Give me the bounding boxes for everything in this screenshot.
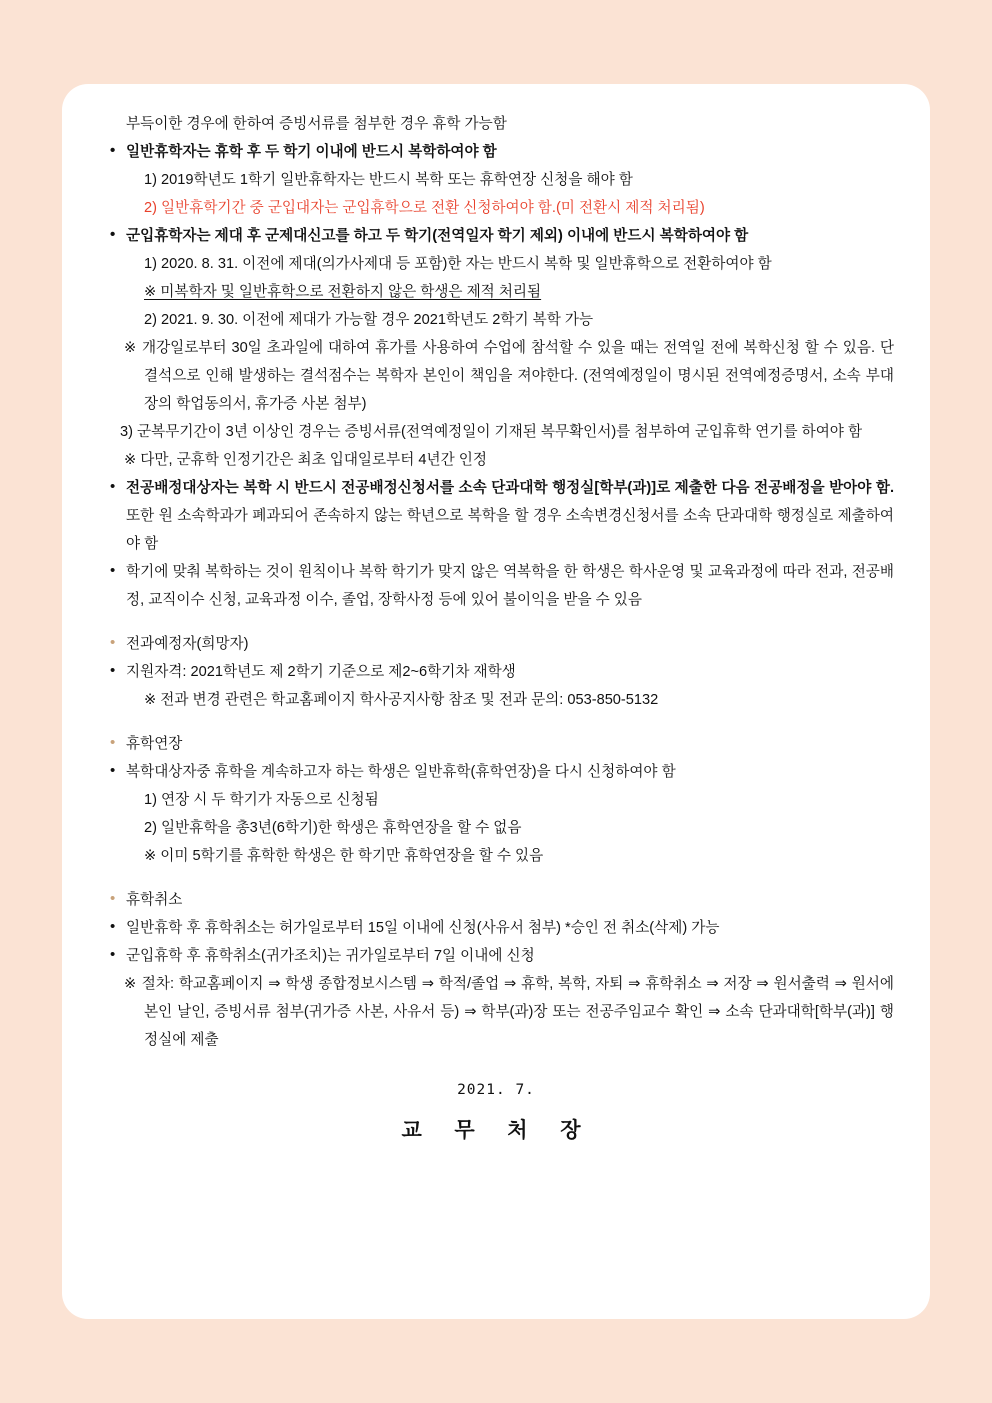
- section-heading-major-change: • 전과예정자(희망자): [98, 630, 894, 658]
- rule-general-leave-return-sub1: 1) 2019학년도 1학기 일반휴학자는 반드시 복학 또는 휴학연장 신청을 해야 함: [144, 172, 633, 189]
- rule-major-assignment-bold: 전공배정대상자는 복학 시 반드시 전공배정신청서를 소속 단과대학 행정실[학부(과)]로 제출한 다음 전공배정을 받아야 함.: [126, 480, 894, 497]
- rule-military-note1-text: ※ 미복학자 및 일반휴학으로 전환하지 않은 학생은 제적 처리됨: [144, 284, 542, 301]
- rule-military-leave-return: • 군입휴학자는 제대 후 군제대신고를 하고 두 학기(전역일자 학기 제외) 이내에 반드시 복학하여야 함: [98, 222, 894, 250]
- leave-cancel-procedure: ※ 절차: 학교홈페이지 ⇒ 학생 종합정보시스템 ⇒ 학적/졸업 ⇒ 휴학, 복학, 자퇴 ⇒ 휴학취소 ⇒ 저장 ⇒ 원서출력 ⇒ 원서에 본인 날인, 증빙서류 첨부(귀가증 사본, 사유서 등) ⇒ 학부(과)장 또는 전공주임교수 확인 ⇒ 소속 단과대학[학부(과)] 행정실에 제출: [124, 976, 894, 1049]
- rule-military-note2: ※ 개강일로부터 30일 초과일에 대하여 휴가를 사용하여 수업에 참석할 수 있을 때는 전역일 전에 복학신청 할 수 있음. 단 결석으로 인해 발생하는 결석점수는 복학자 본인이 책임을 져야한다. (전역예정일이 명시된 전역예정증명서, 소속 부대장의 학업동의서, 휴가증 사본 첨부): [124, 340, 894, 413]
- rule-military-note3: ※ 다만, 군휴학 인정기간은 최초 입대일로부터 4년간 인정: [124, 452, 487, 469]
- document-page: [62, 84, 930, 1319]
- leave-extension-sub2: 2) 일반휴학을 총3년(6학기)한 학생은 휴학연장을 할 수 없음: [144, 820, 522, 837]
- leave-cancel-item2: • 군입휴학 후 휴학취소(귀가조치)는 귀가일로부터 7일 이내에 신청: [98, 942, 894, 970]
- section-gap-1: [98, 614, 894, 630]
- rule-military-sub2: 2) 2021. 9. 30. 이전에 제대가 가능할 경우 2021학년도 2학기 복학 가능: [144, 312, 594, 329]
- major-change-note: ※ 전과 변경 관련은 학교홈페이지 학사공지사항 참조 및 전과 문의: 053-850-5132: [144, 692, 659, 709]
- section-gap-3: [98, 870, 894, 886]
- leave-cancel-item1: • 일반휴학 후 휴학취소는 허가일로부터 15일 이내에 신청(사유서 첨부) *승인 전 취소(삭제) 가능: [98, 914, 894, 942]
- rule-major-assignment-rest: 또한 원 소속학과가 폐과되어 존속하지 않는 학년으로 복학을 할 경우 소속변경신청서를 소속 단과대학 행정실로 제출하여야 함: [126, 508, 894, 553]
- section-heading-leave-cancel: • 휴학취소: [98, 886, 894, 914]
- rule-military-sub3: 3) 군복무기간이 3년 이상인 경우는 증빙서류(전역예정일이 기재된 복무확인서)를 첨부하여 군입휴학 연기를 하여야 함: [120, 424, 863, 441]
- rule-reverse-return: • 학기에 맞춰 복학하는 것이 원칙이나 복학 학기가 맞지 않은 역복학을 한 학생은 학사운영 및 교육과정에 따라 전과, 전공배정, 교직이수 신청, 교육과정 이수, 졸업, 장학사정 등에 있어 불이익을 받을 수 있음: [98, 558, 894, 614]
- document-body: [98, 110, 894, 1151]
- rule-general-leave-return: • 일반휴학자는 휴학 후 두 학기 이내에 반드시 복학하여야 함: [98, 138, 894, 166]
- leave-extension-note: ※ 이미 5학기를 휴학한 학생은 한 학기만 휴학연장을 할 수 있음: [144, 848, 544, 865]
- leave-extension-item1: • 복학대상자중 휴학을 계속하고자 하는 학생은 일반휴학(휴학연장)을 다시 신청하여야 함: [98, 758, 894, 786]
- rule-military-note1: [98, 278, 894, 306]
- leave-extension-sub1: 1) 연장 시 두 학기가 자동으로 신청됨: [144, 792, 379, 809]
- signature-date: 2021. 7.: [457, 1081, 535, 1098]
- rule-military-sub1: 1) 2020. 8. 31. 이전에 제대(의가사제대 등 포함)한 자는 반드시 복학 및 일반휴학으로 전환하여야 함: [144, 256, 772, 273]
- signature-block: [98, 1077, 894, 1151]
- rule-major-assignment: [98, 474, 894, 558]
- major-change-eligibility: • 지원자격: 2021학년도 제 2학기 기준으로 제2~6학기차 재학생: [98, 658, 894, 686]
- section-gap-2: [98, 714, 894, 730]
- signature-title: 교 무 처 장: [401, 1118, 591, 1143]
- section-heading-leave-extension: • 휴학연장: [98, 730, 894, 758]
- intro-line: 부득이한 경우에 한하여 증빙서류를 첨부한 경우 휴학 가능함: [126, 116, 507, 132]
- rule-general-leave-return-sub2: 2) 일반휴학기간 중 군입대자는 군입휴학으로 전환 신청하여야 함.(미 전환시 제적 처리됨): [144, 200, 705, 217]
